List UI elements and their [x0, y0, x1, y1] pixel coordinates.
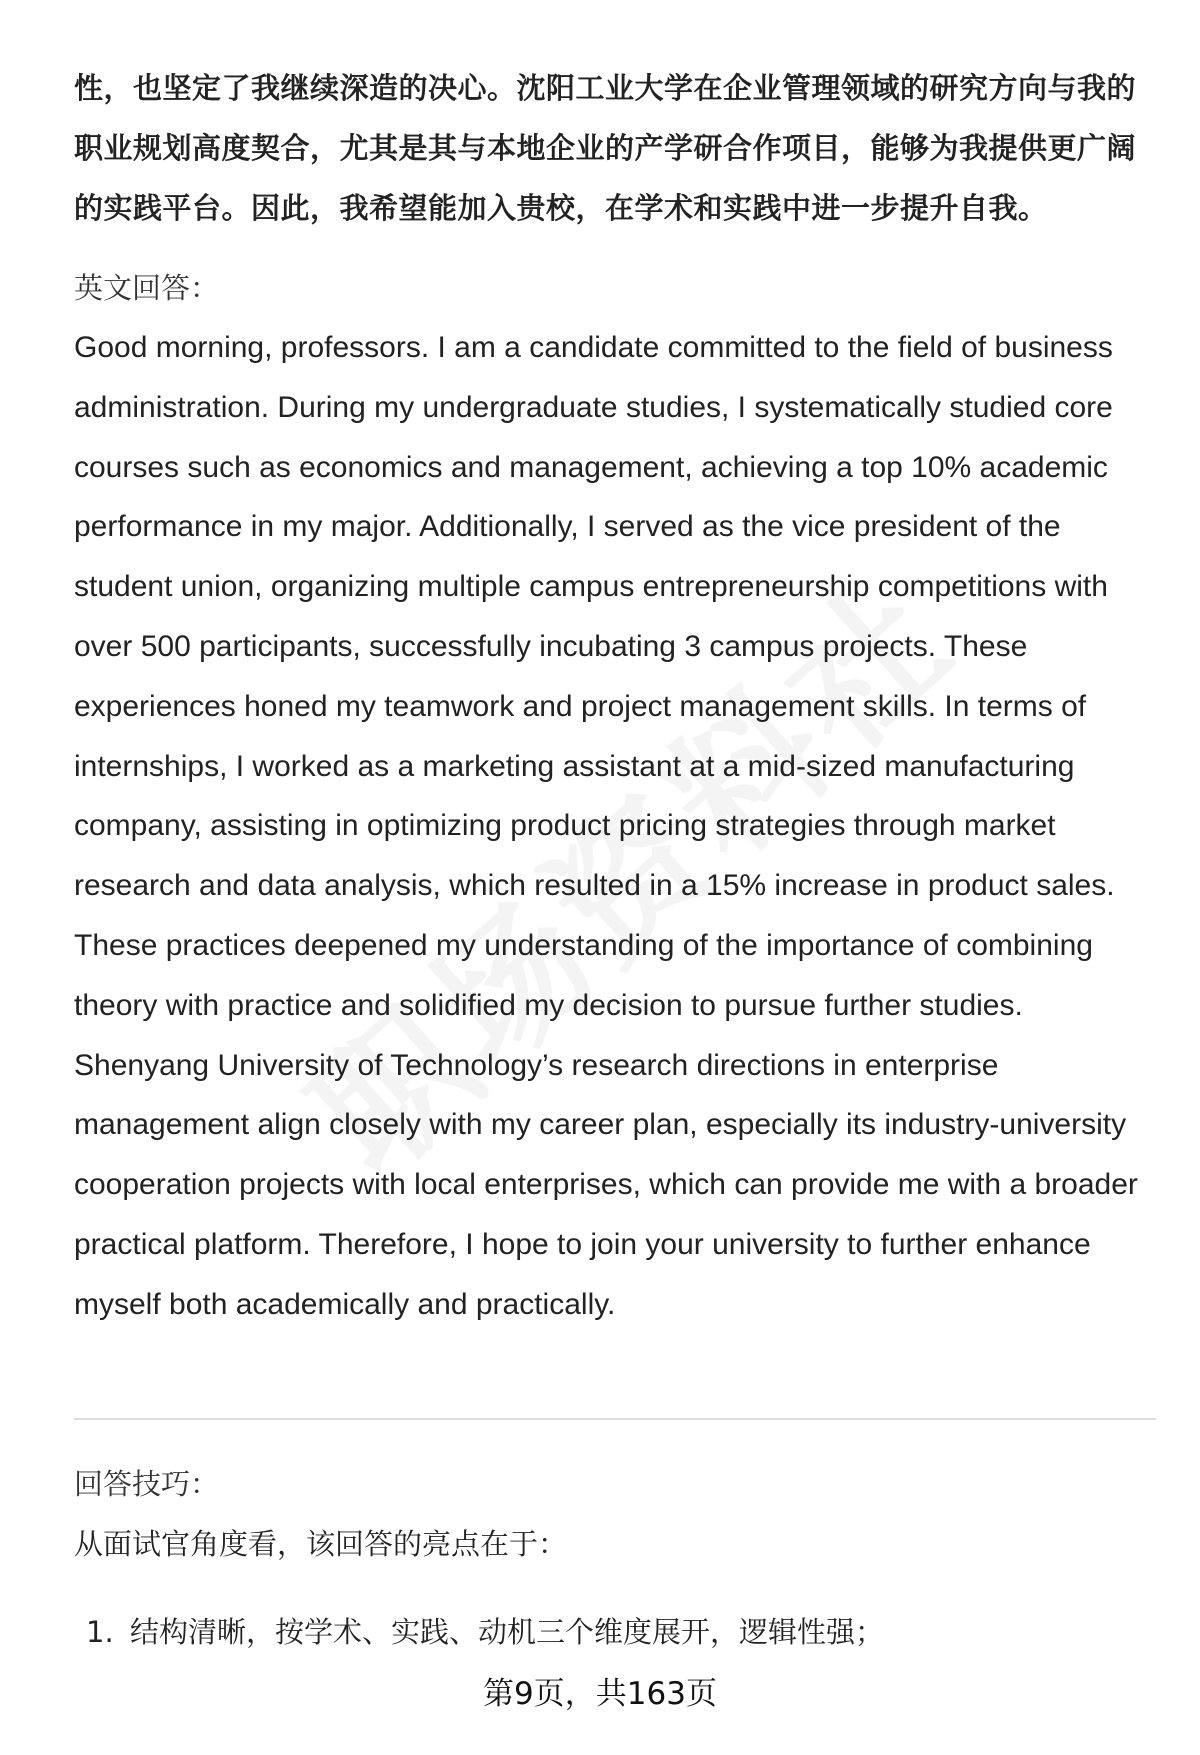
english-answer-label: 英文回答： [74, 271, 220, 305]
section-divider [74, 1418, 1156, 1420]
english-answer-paragraph: Good morning, professors. I am a candidate committed to the field of business administration. During my undergraduate studies, I systematically studied core courses such as economics and management, achieving a top 10% academic performance in my major. Additionally, I served as the vice president of the student union, organizing multiple campus entrepreneurship competitions with over 500 participants, successfully incubating 3 campus projects. These experiences honed my teamwork and project management skills. In terms of internships, I worked as a marketing assistant at a mid-sized manufacturing company, assisting in optimizing product pricing strategies through market research and data analysis, which resulted in a 15% increase in product sales. These practices deepened my understanding of the importance of combining theory with practice and solidified my decision to pursue further studies. Shenyang University of Technology’s research directions in enterprise management align closely with my career plan, especially its industry-university cooperation projects with local enterprises, which can provide me with a broader practical platform. Therefore, I hope to join your university to further enhance myself both academically and practically. [74, 331, 1138, 1321]
tips-label: 回答技巧： [74, 1467, 220, 1501]
tips-intro: 从面试官角度看，该回答的亮点在于： [74, 1527, 568, 1561]
tips-list [86, 1612, 884, 1652]
list-item-number: 1. [86, 1615, 114, 1649]
document-page [74, 0, 1156, 1649]
list-item [86, 1612, 884, 1652]
page-indicator: 第9页，共163页 [483, 1676, 717, 1712]
list-item-text: 结构清晰，按学术、实践、动机三个维度展开，逻辑性强； [130, 1615, 885, 1649]
chinese-intro-paragraph: 性，也坚定了我继续深造的决心。沈阳工业大学在企业管理领域的研究方向与我的职业规划高度契合，尤其是其与本地企业的产学研合作项目，能够为我提供更广阔的实践平台。因此，我希望能加入贵校，在学术和实践中进一步提升自我。 [74, 71, 1137, 225]
